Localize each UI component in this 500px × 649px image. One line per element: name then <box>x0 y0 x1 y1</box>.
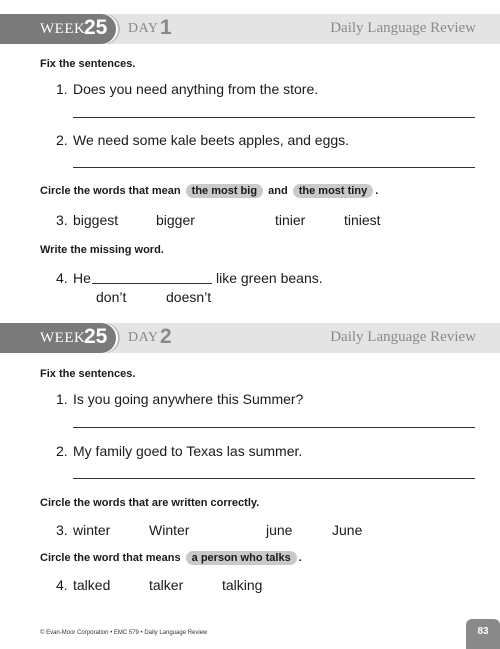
day-number: 2 <box>160 325 172 348</box>
answer-line[interactable] <box>73 167 475 168</box>
choice-word[interactable]: biggest <box>73 212 119 228</box>
word-instruction <box>40 551 302 565</box>
joiner-text: and <box>268 185 288 197</box>
choice-word[interactable]: tinier <box>275 212 306 228</box>
item-number: 3. <box>56 522 68 538</box>
answer-line[interactable] <box>73 427 475 428</box>
term-pill: the most tiny <box>293 184 373 198</box>
sentence-1: Is you going anywhere this Summer? <box>73 391 304 407</box>
week-number: 25 <box>84 16 108 39</box>
review-title: Daily Language Review <box>330 20 476 36</box>
page-number-badge <box>466 619 500 649</box>
term-pill: the most big <box>186 184 263 198</box>
choice-word[interactable]: talked <box>73 577 111 593</box>
week-label: WEEK <box>40 330 86 346</box>
choice-word[interactable]: tiniest <box>344 212 381 228</box>
choice-word[interactable]: doesn’t <box>166 289 212 305</box>
blank-line[interactable] <box>92 283 212 284</box>
review-title: Daily Language Review <box>330 329 476 345</box>
day-label: DAY <box>128 21 159 36</box>
week-number: 25 <box>84 325 108 348</box>
choice-word[interactable]: bigger <box>156 212 195 228</box>
choice-word[interactable]: talker <box>149 577 184 593</box>
item-number: 4. <box>56 270 68 286</box>
item-number: 3. <box>56 212 68 228</box>
sentence-2: We need some kale beets apples, and eggs. <box>73 132 350 148</box>
fix-instruction: Fix the sentences. <box>40 368 136 380</box>
item-number: 1. <box>56 391 68 407</box>
instruction-text: Circle the word that means <box>40 552 181 564</box>
footer-credit: © Evan-Moor Corporation • EMC 579 • Daily Language Review <box>40 630 208 636</box>
choice-word[interactable]: don’t <box>96 289 127 305</box>
answer-line[interactable] <box>73 117 475 118</box>
instruction-text: Circle the words that mean <box>40 185 181 197</box>
word-before: He <box>73 270 91 286</box>
item-number: 1. <box>56 81 68 97</box>
week-label: WEEK <box>40 21 86 37</box>
answer-line[interactable] <box>73 478 475 479</box>
choice-word[interactable]: winter <box>73 522 111 538</box>
sentence-1: Does you need anything from the store. <box>73 81 319 97</box>
instruction-suffix: . <box>298 552 302 564</box>
day-label: DAY <box>128 330 159 345</box>
choice-word[interactable]: June <box>332 522 363 538</box>
circle-instruction: Circle the words that are written correctly. <box>40 497 260 509</box>
choice-word[interactable]: talking <box>222 577 263 593</box>
sentence-2: My family goed to Texas las summer. <box>73 443 303 459</box>
word-after: like green beans. <box>216 270 323 286</box>
instruction-suffix: . <box>375 185 379 197</box>
item-number: 2. <box>56 132 68 148</box>
missing-instruction: Write the missing word. <box>40 244 164 256</box>
day1-header <box>0 14 500 44</box>
day-number: 1 <box>160 16 172 39</box>
term-pill: a person who talks <box>186 551 297 565</box>
choice-word[interactable]: Winter <box>149 522 190 538</box>
item-number: 4. <box>56 577 68 593</box>
circle-instruction <box>40 184 378 198</box>
page-number: 83 <box>477 626 489 637</box>
item-number: 2. <box>56 443 68 459</box>
choice-word[interactable]: june <box>266 522 293 538</box>
day2-header <box>0 323 500 353</box>
fix-instruction: Fix the sentences. <box>40 58 136 70</box>
